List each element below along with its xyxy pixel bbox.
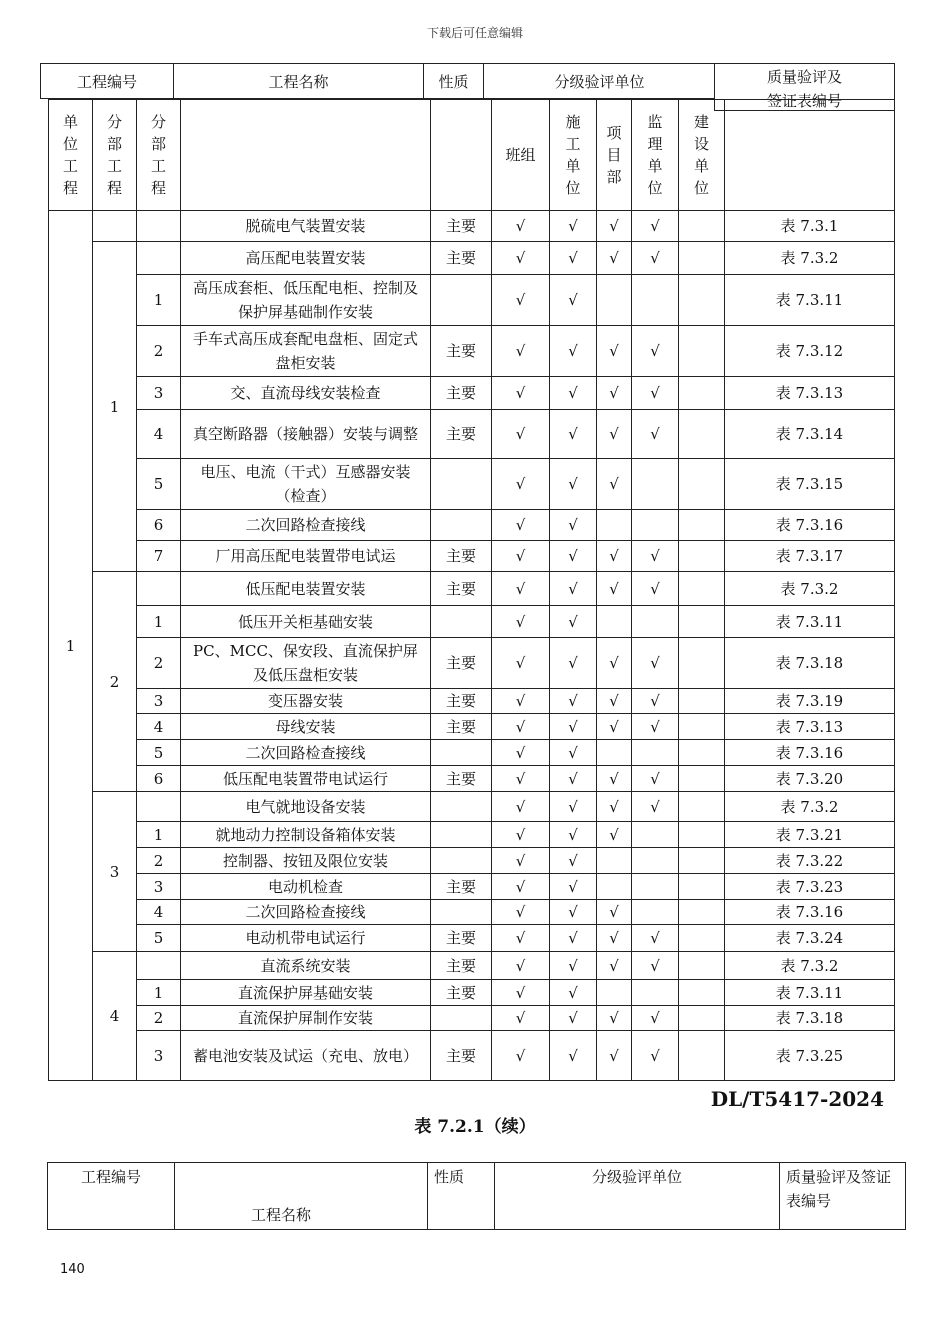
team-check-cell: √ bbox=[492, 410, 550, 459]
owner-check-cell bbox=[679, 822, 725, 848]
construction-check-cell: √ bbox=[550, 874, 597, 900]
header-team: 班组 bbox=[492, 100, 550, 211]
nature-cell: 主要 bbox=[431, 766, 492, 792]
project-dept-check-cell: √ bbox=[597, 925, 632, 952]
construction-check-cell: √ bbox=[550, 980, 597, 1006]
header-division-project: 分 部 工 程 bbox=[93, 100, 137, 211]
table-row bbox=[49, 740, 895, 766]
project-dept-check-cell: √ bbox=[597, 410, 632, 459]
form-number-cell: 表 7.3.16 bbox=[725, 510, 895, 541]
team-check-cell: √ bbox=[492, 848, 550, 874]
standard-code: DL/T5417-2024 bbox=[710, 1087, 884, 1111]
owner-check-cell bbox=[679, 510, 725, 541]
construction-check-cell: √ bbox=[550, 572, 597, 606]
header-supervision-unit: 监 理 单 位 bbox=[632, 100, 679, 211]
supervision-check-cell: √ bbox=[632, 689, 679, 714]
table-row bbox=[49, 1031, 895, 1081]
table-row bbox=[49, 638, 895, 689]
project-dept-check-cell: √ bbox=[597, 459, 632, 510]
project-name-cell: 脱硫电气装置安装 bbox=[181, 211, 431, 242]
sub-division-cell: 1 bbox=[137, 275, 181, 326]
project-dept-check-cell: √ bbox=[597, 900, 632, 925]
construction-check-cell: √ bbox=[550, 792, 597, 822]
supervision-check-cell: √ bbox=[632, 541, 679, 572]
sub-division-cell: 2 bbox=[137, 1006, 181, 1031]
form-number-cell: 表 7.3.22 bbox=[725, 848, 895, 874]
division-project-cell: 3 bbox=[93, 792, 137, 952]
header-nature: 性质 bbox=[424, 64, 484, 98]
team-check-cell: √ bbox=[492, 689, 550, 714]
table-row bbox=[49, 377, 895, 410]
nature-cell: 主要 bbox=[431, 377, 492, 410]
supervision-check-cell: √ bbox=[632, 1006, 679, 1031]
project-name-cell: 母线安装 bbox=[181, 714, 431, 740]
construction-check-cell: √ bbox=[550, 377, 597, 410]
form-number-cell: 表 7.3.16 bbox=[725, 900, 895, 925]
owner-check-cell bbox=[679, 541, 725, 572]
form-number-cell: 表 7.3.19 bbox=[725, 689, 895, 714]
project-name-cell: 直流保护屏制作安装 bbox=[181, 1006, 431, 1031]
project-name-cell: 电动机检查 bbox=[181, 874, 431, 900]
project-dept-check-cell: √ bbox=[597, 1031, 632, 1081]
team-check-cell: √ bbox=[492, 822, 550, 848]
team-check-cell: √ bbox=[492, 541, 550, 572]
team-check-cell: √ bbox=[492, 980, 550, 1006]
sub-division-cell: 6 bbox=[137, 766, 181, 792]
supervision-check-cell bbox=[632, 275, 679, 326]
owner-check-cell bbox=[679, 980, 725, 1006]
construction-check-cell: √ bbox=[550, 714, 597, 740]
owner-check-cell bbox=[679, 326, 725, 377]
construction-check-cell: √ bbox=[550, 541, 597, 572]
table-row bbox=[49, 689, 895, 714]
table-row bbox=[49, 211, 895, 242]
team-check-cell: √ bbox=[492, 925, 550, 952]
team-check-cell: √ bbox=[492, 572, 550, 606]
construction-check-cell: √ bbox=[550, 275, 597, 326]
supervision-check-cell bbox=[632, 510, 679, 541]
project-name-cell: 蓄电池安装及试运（充电、放电） bbox=[181, 1031, 431, 1081]
construction-check-cell: √ bbox=[550, 326, 597, 377]
cont-header-qc-form-no: 质量验评及签证表编号 bbox=[780, 1163, 906, 1230]
project-name-cell: 电气就地设备安装 bbox=[181, 792, 431, 822]
sub-division-cell: 5 bbox=[137, 925, 181, 952]
team-check-cell: √ bbox=[492, 606, 550, 638]
nature-cell: 主要 bbox=[431, 714, 492, 740]
form-number-cell: 表 7.3.16 bbox=[725, 740, 895, 766]
sub-division-cell: 3 bbox=[137, 874, 181, 900]
construction-check-cell: √ bbox=[550, 689, 597, 714]
owner-check-cell bbox=[679, 459, 725, 510]
header-blank-name bbox=[181, 100, 431, 211]
owner-check-cell bbox=[679, 714, 725, 740]
form-number-cell: 表 7.3.2 bbox=[725, 572, 895, 606]
project-name-cell: 就地动力控制设备箱体安装 bbox=[181, 822, 431, 848]
form-number-cell: 表 7.3.11 bbox=[725, 606, 895, 638]
sub-division-cell: 2 bbox=[137, 848, 181, 874]
header-construction-unit: 施 工 单 位 bbox=[550, 100, 597, 211]
supervision-check-cell bbox=[632, 848, 679, 874]
nature-cell bbox=[431, 740, 492, 766]
owner-check-cell bbox=[679, 848, 725, 874]
supervision-check-cell bbox=[632, 822, 679, 848]
project-name-cell: 电压、电流（干式）互感器安装（检查） bbox=[181, 459, 431, 510]
table-row bbox=[49, 874, 895, 900]
continued-table-header bbox=[47, 1162, 906, 1230]
nature-cell bbox=[431, 848, 492, 874]
supervision-check-cell: √ bbox=[632, 1031, 679, 1081]
sub-division-cell bbox=[137, 211, 181, 242]
sub-division-cell bbox=[137, 952, 181, 980]
construction-check-cell: √ bbox=[550, 510, 597, 541]
nature-cell bbox=[431, 900, 492, 925]
project-dept-check-cell bbox=[597, 874, 632, 900]
sub-division-cell: 4 bbox=[137, 410, 181, 459]
header-unit-project: 单 位 工 程 bbox=[49, 100, 93, 211]
owner-check-cell bbox=[679, 638, 725, 689]
construction-check-cell: √ bbox=[550, 410, 597, 459]
construction-check-cell: √ bbox=[550, 848, 597, 874]
team-check-cell: √ bbox=[492, 1031, 550, 1081]
division-project-cell: 2 bbox=[93, 572, 137, 792]
project-name-cell: 二次回路检查接线 bbox=[181, 900, 431, 925]
team-check-cell: √ bbox=[492, 874, 550, 900]
table-row bbox=[49, 572, 895, 606]
continued-table-title: 表 7.2.1（续） bbox=[414, 1117, 536, 1137]
project-dept-check-cell: √ bbox=[597, 822, 632, 848]
sub-division-cell: 6 bbox=[137, 510, 181, 541]
project-dept-check-cell: √ bbox=[597, 1006, 632, 1031]
cont-header-project-name: 工程名称 bbox=[175, 1163, 428, 1230]
header-project-dept: 项 目 部 bbox=[597, 100, 632, 211]
project-name-cell: 二次回路检查接线 bbox=[181, 740, 431, 766]
owner-check-cell bbox=[679, 275, 725, 326]
header-blank-nature bbox=[431, 100, 492, 211]
form-number-cell: 表 7.3.23 bbox=[725, 874, 895, 900]
project-name-cell: 低压开关柜基础安装 bbox=[181, 606, 431, 638]
sub-division-cell: 4 bbox=[137, 714, 181, 740]
nature-cell bbox=[431, 822, 492, 848]
team-check-cell: √ bbox=[492, 242, 550, 275]
owner-check-cell bbox=[679, 572, 725, 606]
construction-check-cell: √ bbox=[550, 459, 597, 510]
division-project-cell: 1 bbox=[93, 242, 137, 572]
team-check-cell: √ bbox=[492, 211, 550, 242]
project-name-cell: 手车式高压成套配电盘柜、固定式盘柜安装 bbox=[181, 326, 431, 377]
form-number-cell: 表 7.3.2 bbox=[725, 792, 895, 822]
page-number: 140 bbox=[60, 1262, 85, 1277]
project-name-cell: 控制器、按钮及限位安装 bbox=[181, 848, 431, 874]
project-name-cell: 变压器安装 bbox=[181, 689, 431, 714]
table-row bbox=[49, 980, 895, 1006]
form-number-cell: 表 7.3.18 bbox=[725, 638, 895, 689]
supervision-check-cell: √ bbox=[632, 952, 679, 980]
owner-check-cell bbox=[679, 792, 725, 822]
team-check-cell: √ bbox=[492, 510, 550, 541]
header-owner-unit: 建 设 单 位 bbox=[679, 100, 725, 211]
table-row bbox=[49, 606, 895, 638]
supervision-check-cell: √ bbox=[632, 766, 679, 792]
supervision-check-cell: √ bbox=[632, 714, 679, 740]
team-check-cell: √ bbox=[492, 740, 550, 766]
form-number-cell: 表 7.3.2 bbox=[725, 952, 895, 980]
sub-division-cell: 5 bbox=[137, 459, 181, 510]
table-row bbox=[49, 275, 895, 326]
construction-check-cell: √ bbox=[550, 638, 597, 689]
project-dept-check-cell: √ bbox=[597, 714, 632, 740]
team-check-cell: √ bbox=[492, 638, 550, 689]
table-row bbox=[49, 952, 895, 980]
construction-check-cell: √ bbox=[550, 1006, 597, 1031]
table-row bbox=[49, 326, 895, 377]
supervision-check-cell: √ bbox=[632, 377, 679, 410]
project-name-cell: 直流保护屏基础安装 bbox=[181, 980, 431, 1006]
header-qc-form-no: 质量验评及 签证表编号 bbox=[714, 63, 895, 111]
division-project-cell: 4 bbox=[93, 952, 137, 1081]
construction-check-cell: √ bbox=[550, 952, 597, 980]
project-dept-check-cell bbox=[597, 510, 632, 541]
supervision-check-cell: √ bbox=[632, 925, 679, 952]
sub-division-cell: 1 bbox=[137, 606, 181, 638]
cont-header-project-code: 工程编号 bbox=[48, 1163, 175, 1230]
project-dept-check-cell: √ bbox=[597, 377, 632, 410]
sub-division-cell: 1 bbox=[137, 980, 181, 1006]
form-number-cell: 表 7.3.13 bbox=[725, 377, 895, 410]
nature-cell: 主要 bbox=[431, 572, 492, 606]
project-name-cell: 低压配电装置带电试运行 bbox=[181, 766, 431, 792]
table-row bbox=[49, 459, 895, 510]
construction-check-cell: √ bbox=[550, 242, 597, 275]
supervision-check-cell bbox=[632, 606, 679, 638]
form-number-cell: 表 7.3.15 bbox=[725, 459, 895, 510]
owner-check-cell bbox=[679, 874, 725, 900]
table-row bbox=[49, 900, 895, 925]
form-number-cell: 表 7.3.11 bbox=[725, 275, 895, 326]
nature-cell: 主要 bbox=[431, 952, 492, 980]
sub-division-cell: 5 bbox=[137, 740, 181, 766]
sub-division-cell: 2 bbox=[137, 326, 181, 377]
supervision-check-cell bbox=[632, 900, 679, 925]
nature-cell: 主要 bbox=[431, 874, 492, 900]
project-dept-check-cell: √ bbox=[597, 242, 632, 275]
construction-check-cell: √ bbox=[550, 925, 597, 952]
table-row bbox=[49, 848, 895, 874]
project-dept-check-cell: √ bbox=[597, 541, 632, 572]
supervision-check-cell: √ bbox=[632, 326, 679, 377]
project-dept-check-cell bbox=[597, 275, 632, 326]
cont-header-nature: 性质 bbox=[428, 1163, 495, 1230]
team-check-cell: √ bbox=[492, 275, 550, 326]
form-number-cell: 表 7.3.11 bbox=[725, 980, 895, 1006]
header-project-code: 工程编号 bbox=[41, 64, 174, 98]
nature-cell bbox=[431, 606, 492, 638]
project-dept-check-cell: √ bbox=[597, 638, 632, 689]
project-dept-check-cell: √ bbox=[597, 211, 632, 242]
project-dept-check-cell bbox=[597, 848, 632, 874]
form-number-cell: 表 7.3.13 bbox=[725, 714, 895, 740]
construction-check-cell: √ bbox=[550, 1031, 597, 1081]
project-name-cell: 厂用高压配电装置带电试运 bbox=[181, 541, 431, 572]
nature-cell bbox=[431, 459, 492, 510]
owner-check-cell bbox=[679, 740, 725, 766]
project-name-cell: 真空断路器（接触器）安装与调整 bbox=[181, 410, 431, 459]
supervision-check-cell bbox=[632, 874, 679, 900]
nature-cell: 主要 bbox=[431, 980, 492, 1006]
table-row bbox=[49, 1006, 895, 1031]
header-eval-unit: 分级验评单位 bbox=[484, 64, 716, 98]
supervision-check-cell: √ bbox=[632, 410, 679, 459]
project-dept-check-cell bbox=[597, 980, 632, 1006]
owner-check-cell bbox=[679, 606, 725, 638]
team-check-cell: √ bbox=[492, 377, 550, 410]
table-row bbox=[49, 714, 895, 740]
header-project-name: 工程名称 bbox=[174, 64, 424, 98]
table-row bbox=[49, 541, 895, 572]
owner-check-cell bbox=[679, 377, 725, 410]
sub-division-cell bbox=[137, 242, 181, 275]
project-name-cell: 直流系统安装 bbox=[181, 952, 431, 980]
table-row bbox=[49, 766, 895, 792]
header-sub-division-project: 分 部 工 程 bbox=[137, 100, 181, 211]
owner-check-cell bbox=[679, 766, 725, 792]
nature-cell: 主要 bbox=[431, 211, 492, 242]
table-row bbox=[49, 242, 895, 275]
nature-cell bbox=[431, 510, 492, 541]
nature-cell: 主要 bbox=[431, 541, 492, 572]
project-dept-check-cell: √ bbox=[597, 952, 632, 980]
team-check-cell: √ bbox=[492, 792, 550, 822]
nature-cell bbox=[431, 275, 492, 326]
construction-check-cell: √ bbox=[550, 822, 597, 848]
project-name-cell: 高压成套柜、低压配电柜、控制及保护屏基础制作安装 bbox=[181, 275, 431, 326]
sub-division-cell: 4 bbox=[137, 900, 181, 925]
project-dept-check-cell bbox=[597, 606, 632, 638]
project-dept-check-cell: √ bbox=[597, 572, 632, 606]
project-name-cell: PC、MCC、保安段、直流保护屏及低压盘柜安装 bbox=[181, 638, 431, 689]
cont-header-eval-unit: 分级验评单位 bbox=[495, 1163, 780, 1230]
sub-division-cell: 3 bbox=[137, 689, 181, 714]
table-row bbox=[49, 925, 895, 952]
project-name-cell: 高压配电装置安装 bbox=[181, 242, 431, 275]
project-name-cell: 低压配电装置安装 bbox=[181, 572, 431, 606]
form-number-cell: 表 7.3.2 bbox=[725, 242, 895, 275]
construction-check-cell: √ bbox=[550, 740, 597, 766]
sub-division-cell bbox=[137, 572, 181, 606]
supervision-check-cell bbox=[632, 459, 679, 510]
nature-cell: 主要 bbox=[431, 1031, 492, 1081]
supervision-check-cell bbox=[632, 740, 679, 766]
owner-check-cell bbox=[679, 1031, 725, 1081]
project-dept-check-cell bbox=[597, 740, 632, 766]
project-dept-check-cell: √ bbox=[597, 766, 632, 792]
project-name-cell: 电动机带电试运行 bbox=[181, 925, 431, 952]
sub-header-row bbox=[49, 100, 895, 211]
team-check-cell: √ bbox=[492, 900, 550, 925]
table-row bbox=[49, 822, 895, 848]
supervision-check-cell: √ bbox=[632, 638, 679, 689]
supervision-check-cell: √ bbox=[632, 211, 679, 242]
construction-check-cell: √ bbox=[550, 211, 597, 242]
form-number-cell: 表 7.3.21 bbox=[725, 822, 895, 848]
form-number-cell: 表 7.3.17 bbox=[725, 541, 895, 572]
construction-check-cell: √ bbox=[550, 900, 597, 925]
form-number-cell: 表 7.3.14 bbox=[725, 410, 895, 459]
supervision-check-cell bbox=[632, 980, 679, 1006]
team-check-cell: √ bbox=[492, 952, 550, 980]
team-check-cell: √ bbox=[492, 459, 550, 510]
table-row bbox=[49, 510, 895, 541]
header-blank-form bbox=[725, 100, 895, 211]
project-dept-check-cell: √ bbox=[597, 792, 632, 822]
project-name-cell: 二次回路检查接线 bbox=[181, 510, 431, 541]
team-check-cell: √ bbox=[492, 766, 550, 792]
form-number-cell: 表 7.3.20 bbox=[725, 766, 895, 792]
form-number-cell: 表 7.3.12 bbox=[725, 326, 895, 377]
form-number-cell: 表 7.3.25 bbox=[725, 1031, 895, 1081]
nature-cell: 主要 bbox=[431, 689, 492, 714]
sub-division-cell: 1 bbox=[137, 822, 181, 848]
table-row bbox=[49, 792, 895, 822]
owner-check-cell bbox=[679, 211, 725, 242]
nature-cell: 主要 bbox=[431, 638, 492, 689]
project-name-cell: 交、直流母线安装检查 bbox=[181, 377, 431, 410]
nature-cell: 主要 bbox=[431, 925, 492, 952]
project-division-table bbox=[48, 99, 895, 1081]
owner-check-cell bbox=[679, 689, 725, 714]
form-number-cell: 表 7.3.1 bbox=[725, 211, 895, 242]
sub-division-cell: 3 bbox=[137, 1031, 181, 1081]
project-dept-check-cell: √ bbox=[597, 689, 632, 714]
supervision-check-cell: √ bbox=[632, 242, 679, 275]
form-number-cell: 表 7.3.18 bbox=[725, 1006, 895, 1031]
project-dept-check-cell: √ bbox=[597, 326, 632, 377]
construction-check-cell: √ bbox=[550, 606, 597, 638]
division-project-cell bbox=[93, 211, 137, 242]
nature-cell: 主要 bbox=[431, 242, 492, 275]
owner-check-cell bbox=[679, 1006, 725, 1031]
owner-check-cell bbox=[679, 242, 725, 275]
team-check-cell: √ bbox=[492, 1006, 550, 1031]
sub-division-cell: 3 bbox=[137, 377, 181, 410]
nature-cell: 主要 bbox=[431, 326, 492, 377]
sub-division-cell: 7 bbox=[137, 541, 181, 572]
sub-division-cell: 2 bbox=[137, 638, 181, 689]
team-check-cell: √ bbox=[492, 326, 550, 377]
watermark-text: 下载后可任意编辑 bbox=[426, 26, 523, 40]
table-row bbox=[49, 410, 895, 459]
unit-project-cell: 1 bbox=[49, 211, 93, 1081]
owner-check-cell bbox=[679, 952, 725, 980]
team-check-cell: √ bbox=[492, 714, 550, 740]
owner-check-cell bbox=[679, 925, 725, 952]
nature-cell: 主要 bbox=[431, 410, 492, 459]
supervision-check-cell: √ bbox=[632, 792, 679, 822]
sub-division-cell bbox=[137, 792, 181, 822]
owner-check-cell bbox=[679, 410, 725, 459]
nature-cell bbox=[431, 1006, 492, 1031]
construction-check-cell: √ bbox=[550, 766, 597, 792]
owner-check-cell bbox=[679, 900, 725, 925]
nature-cell bbox=[431, 792, 492, 822]
form-number-cell: 表 7.3.24 bbox=[725, 925, 895, 952]
supervision-check-cell: √ bbox=[632, 572, 679, 606]
